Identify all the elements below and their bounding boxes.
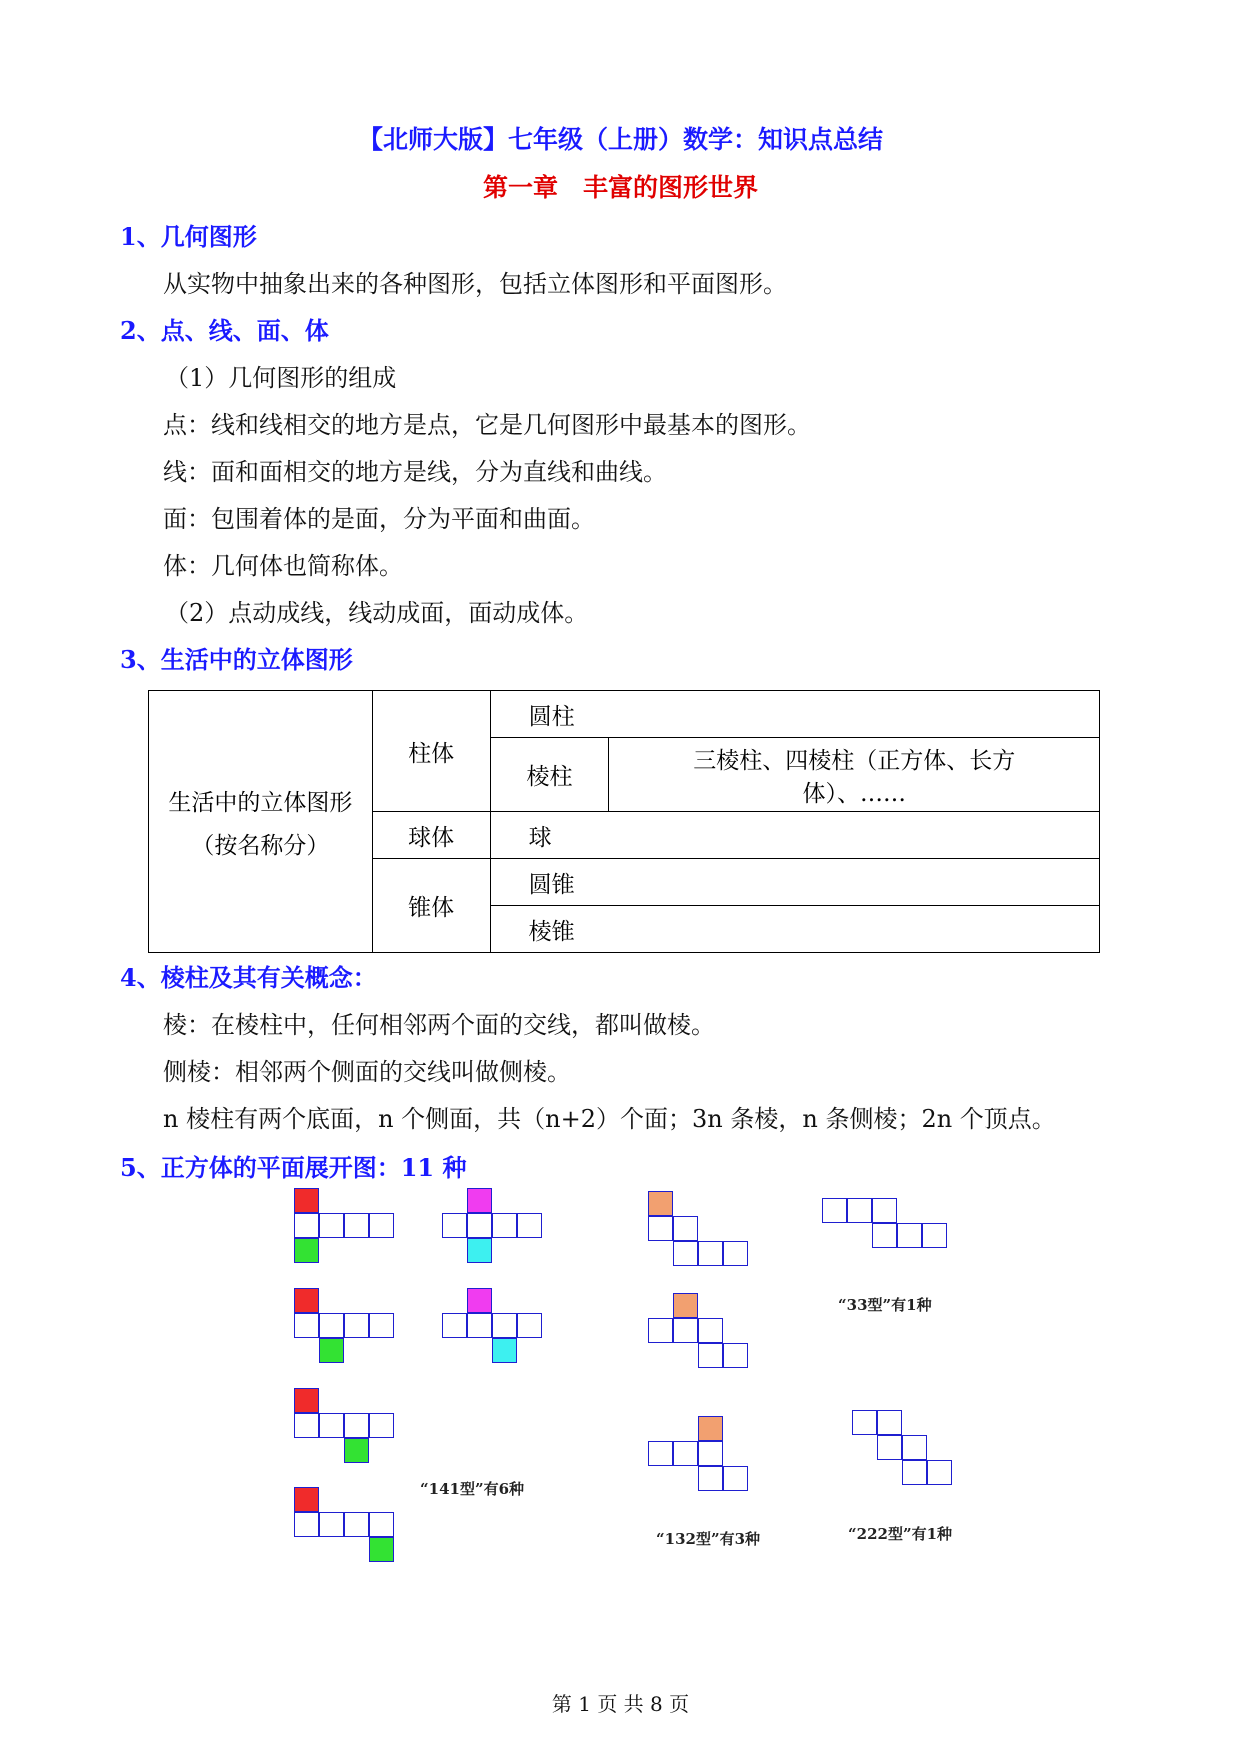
net-square [344,1313,369,1338]
section-4-heading: 4、棱柱及其有关概念： [120,963,377,992]
net-square [294,1188,319,1213]
net-square [319,1338,344,1363]
net-square [319,1313,344,1338]
net-square [442,1213,467,1238]
category-zhuiti: 锥体 [372,859,490,953]
prism-count-rule: n 棱柱有两个底面，n 个侧面，共（n+2）个面；3n 条棱，n 条侧棱；2n 个顶点。 [163,1105,1056,1133]
net-square [648,1441,673,1466]
net-square [294,1238,319,1263]
definition-celeng: 侧棱：相邻两个侧面的交线叫做侧棱。 [163,1058,571,1086]
section-2-sub2: （2）点动成线，线动成面，面动成体。 [165,599,589,627]
section-3-heading: 3、生活中的立体图形 [120,645,353,674]
section-2-heading: 2、点、线、面、体 [120,316,329,345]
net-square [517,1213,542,1238]
net-square [673,1241,698,1266]
category-qiuti: 球体 [372,812,490,859]
net-square [847,1198,872,1223]
net-square [369,1213,394,1238]
net-square [872,1198,897,1223]
net-square [319,1512,344,1537]
net-square [294,1413,319,1438]
caption-141-type: “141型”有6种 [420,1480,525,1498]
caption-222-type: “222型”有1种 [848,1525,953,1543]
net-square [369,1313,394,1338]
net-square [648,1191,673,1216]
net-square [369,1512,394,1537]
item-qiu: 球 [490,812,1099,859]
net-square [648,1216,673,1241]
net-square [698,1343,723,1368]
net-square [369,1537,394,1562]
item-lengzhui: 棱锥 [490,906,1099,953]
net-square [902,1435,927,1460]
net-square [492,1313,517,1338]
net-square [673,1216,698,1241]
net-square [492,1213,517,1238]
net-square [698,1416,723,1441]
item-yuanzhui: 圆锥 [490,859,1099,906]
net-square [872,1223,897,1248]
page-footer: 第 1 页 共 8 页 [551,1692,690,1716]
net-square [344,1413,369,1438]
category-zhuti: 柱体 [372,691,490,812]
net-square [442,1313,467,1338]
net-square [822,1198,847,1223]
caption-33-type: “33型”有1种 [838,1296,932,1314]
net-square [673,1293,698,1318]
net-square [902,1460,927,1485]
section-1-text: 从实物中抽象出来的各种图形，包括立体图形和平面图形。 [163,270,787,298]
net-square [852,1410,877,1435]
net-square [467,1238,492,1263]
net-square [723,1343,748,1368]
net-square [344,1213,369,1238]
net-square [467,1288,492,1313]
definition-solid: 体：几何体也简称体。 [163,552,403,580]
section-1-heading: 1、几何图形 [120,222,257,251]
net-square [698,1241,723,1266]
net-square [922,1223,947,1248]
net-square [673,1318,698,1343]
net-square [294,1487,319,1512]
net-square [344,1512,369,1537]
caption-132-type: “132型”有3种 [656,1530,761,1548]
item-yuanzhu: 圆柱 [490,691,1099,738]
net-square [294,1388,319,1413]
section-5-heading: 5、正方体的平面展开图：11 种 [120,1153,467,1182]
document-title: 【北师大版】七年级（上册）数学：知识点总结 [357,125,883,154]
definition-line: 线：面和面相交的地方是线，分为直线和曲线。 [163,458,667,486]
net-square [517,1313,542,1338]
table-root-line1: 生活中的立体图形 [168,789,353,816]
definition-leng: 棱：在棱柱中，任何相邻两个面的交线，都叫做棱。 [163,1011,715,1039]
net-square [344,1438,369,1463]
item-lengzhu-types: 三棱柱、四棱柱（正方体、长方体）、…… [609,738,1100,812]
net-square [294,1288,319,1313]
chapter-title: 第一章 丰富的图形世界 [482,173,758,202]
item-lengzhu: 棱柱 [490,738,609,812]
net-square [294,1213,319,1238]
net-square [492,1338,517,1363]
net-square [698,1466,723,1491]
section-2-sub1: （1）几何图形的组成 [165,364,397,392]
net-square [467,1213,492,1238]
net-square [723,1466,748,1491]
net-square [467,1188,492,1213]
definition-point: 点：线和线相交的地方是点，它是几何图形中最基本的图形。 [163,411,811,439]
net-square [877,1435,902,1460]
net-square [467,1313,492,1338]
net-square [877,1410,902,1435]
net-square [294,1313,319,1338]
table-root-line2: （按名称分） [191,832,330,859]
net-square [897,1223,922,1248]
net-square [648,1318,673,1343]
net-square [927,1460,952,1485]
net-square [673,1441,698,1466]
net-square [698,1441,723,1466]
net-square [294,1512,319,1537]
net-square [723,1241,748,1266]
net-square [369,1413,394,1438]
net-square [319,1213,344,1238]
net-square [698,1318,723,1343]
net-square [319,1413,344,1438]
definition-face: 面：包围着体的是面，分为平面和曲面。 [163,505,595,533]
